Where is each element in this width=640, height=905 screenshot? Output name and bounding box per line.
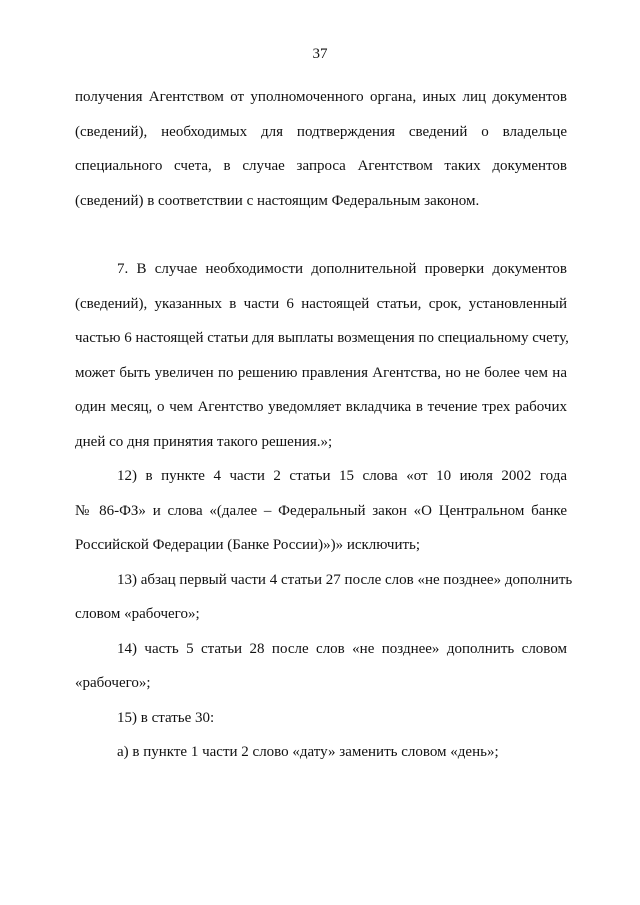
text-line: 12) в пункте 4 части 2 статьи 15 слова «от 10 июля 2002 года <box>117 468 567 484</box>
text-line: 13) абзац первый части 4 статьи 27 после слов «не позднее» дополнить <box>117 571 573 588</box>
text-line: (сведений) в соответствии с настоящим Федеральным законом. <box>75 192 480 209</box>
text-line: дней со дня принятия такого решения.»; <box>75 433 333 450</box>
paragraph-item-15a <box>75 735 567 770</box>
text-line: а) в пункте 1 части 2 слово «дату» заменить словом «день»; <box>117 744 499 760</box>
text-line: словом «рабочего»; <box>75 606 200 622</box>
document-body <box>75 80 573 770</box>
text-line: 14) часть 5 статьи 28 после слов «не позднее» дополнить словом <box>117 640 567 657</box>
text-line: «рабочего»; <box>75 675 151 691</box>
paragraph-item-15 <box>75 701 567 736</box>
text-line: частью 6 настоящей статьи для выплаты возмещения по специальному счету, <box>75 330 569 346</box>
text-line: 7. В случае необходимости дополнительной проверки документов <box>117 261 567 277</box>
text-line: один месяц, о чем Агентство уведомляет вкладчика в течение трех рабочих <box>75 399 567 415</box>
text-line: Российской Федерации (Банке России)»)» исключить; <box>75 537 421 553</box>
paragraph-item-14 <box>75 632 567 701</box>
paragraph-item-13 <box>75 563 573 632</box>
text-line: (сведений), указанных в части 6 настоящей статьи, срок, установленный <box>75 295 567 312</box>
text-line: получения Агентством от уполномоченного органа, иных лиц документов <box>75 89 567 105</box>
paragraph-continuation <box>75 80 567 218</box>
text-line: может быть увеличен по решению правления Агентства, но не более чем на <box>75 364 567 381</box>
paragraph-item-12 <box>75 459 567 563</box>
text-line: (сведений), необходимых для подтверждения сведений о владельце <box>75 123 567 140</box>
text-line: специального счета, в случае запроса Агентством таких документов <box>75 158 567 174</box>
paragraph-item-7 <box>75 252 567 459</box>
page-number: 37 <box>312 46 328 62</box>
text-line: № 86-ФЗ» и слова «(далее – Федеральный закон «О Центральном банке <box>75 502 567 519</box>
text-line: 15) в статье 30: <box>117 709 215 726</box>
